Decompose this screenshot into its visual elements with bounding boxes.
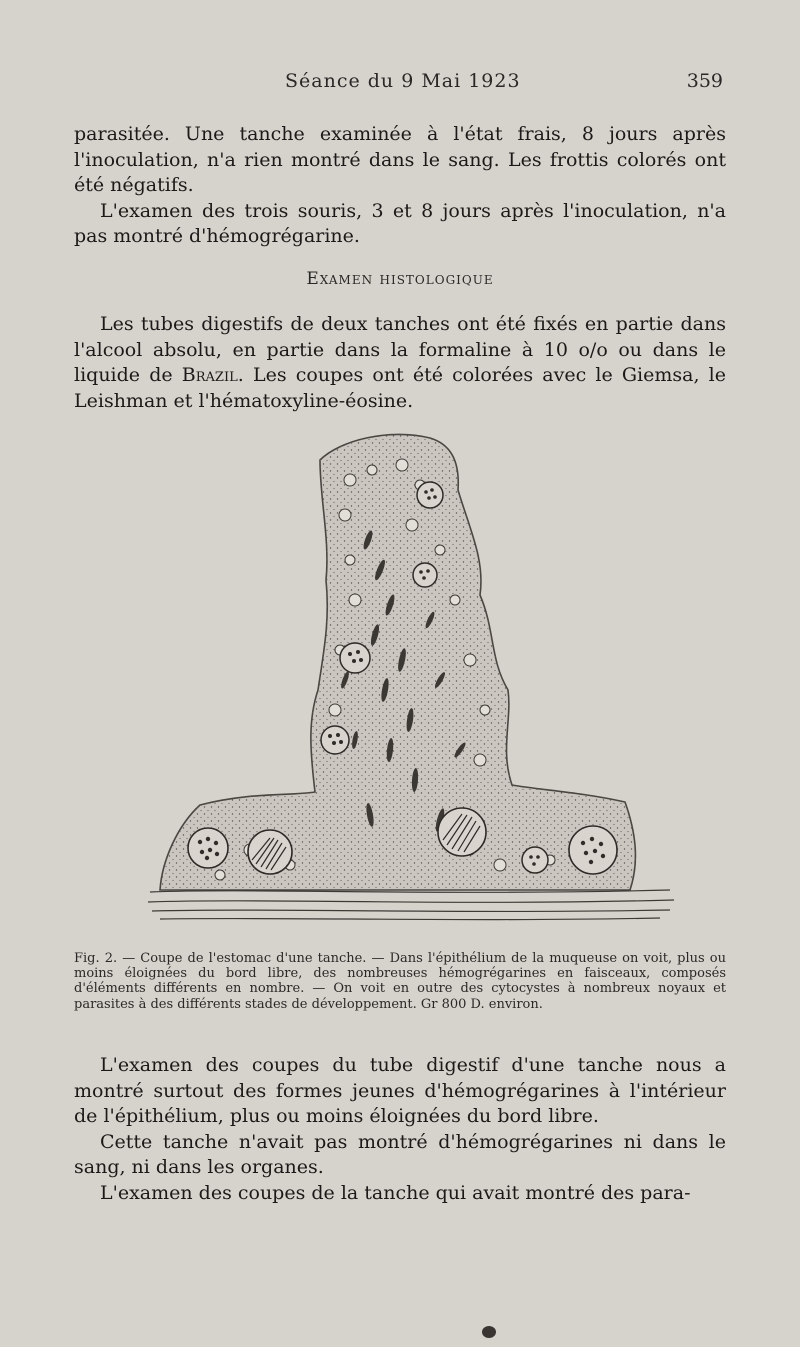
section-paragraph-start: Les tubes digestifs de deux tanches ont été fixés en partie dans l'alcool absolu, en partie dans la formaline à 10 o/o ou dans le liquide de bbox=[74, 313, 726, 387]
author-name: Brazil bbox=[181, 364, 238, 387]
opening-text bbox=[74, 122, 726, 250]
section-paragraph bbox=[74, 312, 726, 414]
figure-caption-text: Fig. 2. — Coupe de l'estomac d'une tanche. — Dans l'épithélium de la muqueuse on voit, plus ou moins éloignées du bord libre, des nombreuses hémogrégarines en faisceaux, composés d'éléments différents en nombre. — On voit en outre des cytocystes à nombreux noyaux et parasites à des différents stades de développement. Gr 800 D. environ. bbox=[74, 951, 726, 1012]
figure-caption bbox=[74, 951, 726, 1012]
histology-figure bbox=[140, 420, 680, 935]
section-paragraph-end: . Les coupes ont été colorées avec le Giemsa, le Leishman et l'hématoxyline-éosine. bbox=[74, 364, 726, 412]
closing-paragraph-2: Cette tanche n'avait pas montré d'hémogrégarines ni dans le sang, ni dans les organes. bbox=[74, 1130, 726, 1179]
section-title: Examen histologique bbox=[306, 269, 494, 289]
closing-paragraph-1: L'examen des coupes du tube digestif d'une tanche nous a montré surtout des formes jeunes d'hémogrégarines à l'intérieur de l'épithélium, plus ou moins éloignées du bord libre. bbox=[74, 1054, 726, 1128]
section-text bbox=[74, 312, 726, 414]
ink-blot-ornament bbox=[482, 1326, 496, 1338]
paragraph-2: L'examen des trois souris, 3 et 8 jours après l'inoculation, n'a pas montré d'hémogrégarine. bbox=[74, 199, 726, 248]
paragraph-1: parasitée. Une tanche examinée à l'état frais, 8 jours après l'inoculation, n'a rien montré dans le sang. Les frottis colorés ont été négatifs. bbox=[74, 123, 726, 197]
closing-paragraph-3: L'examen des coupes de la tanche qui avait montré des para- bbox=[100, 1181, 691, 1204]
stomach-section-drawing bbox=[140, 420, 680, 935]
page-number: 359 bbox=[686, 70, 723, 92]
running-head: Séance du 9 Mai 1923 bbox=[285, 70, 521, 92]
closing-text bbox=[74, 1053, 726, 1207]
